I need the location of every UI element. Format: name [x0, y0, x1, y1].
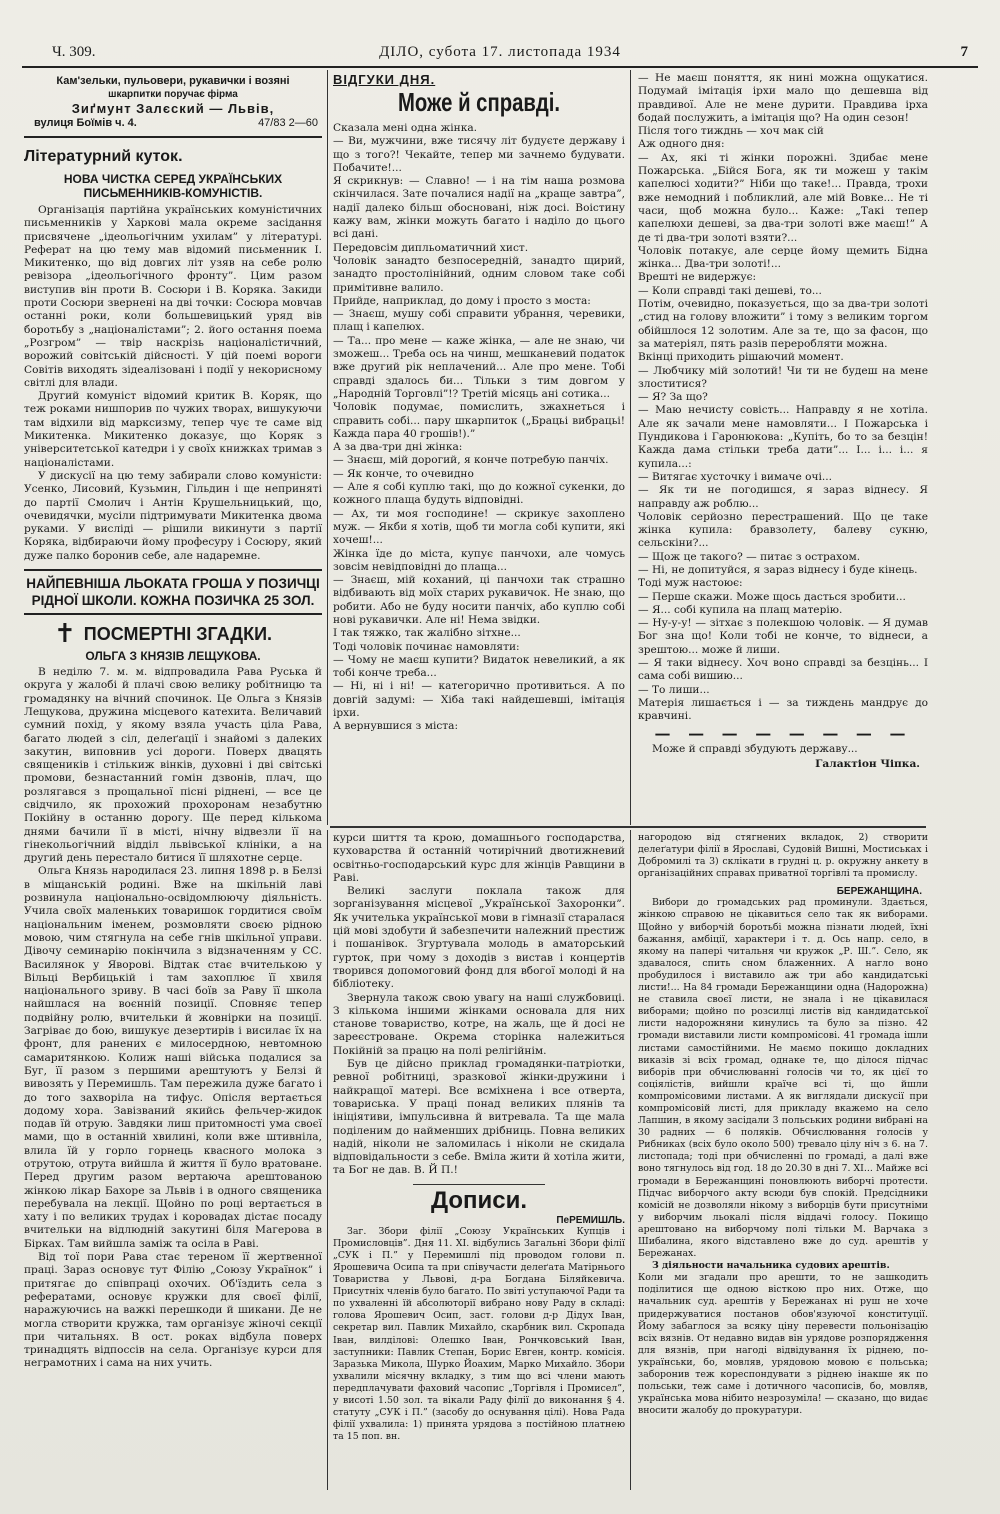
- obituary-continuation-2: Великі заслуги поклала також для зорганізування місцевої „Української Захоронки”. Як учителька української мови в гімназії старалася цій мові здобути й забезпечити належний престиж і пошанівок. Згуртувала молодь в аматорський гурток, при чому з доходів з вистав і концертів творився допомоговий фонд для вбогої молоді й на бібліотеку.: [333, 885, 625, 991]
- masthead-date: ДІЛО, субота 17. листопада 1934: [379, 44, 621, 60]
- column-left: [24, 70, 322, 1490]
- prison-report: Коли ми згадали про арешти, то не зашкодить поділитися ще одною вісткою про них. Отже, що начальник суд. арештів у Бережанах ні руш не хоче придержуватися постанов обов'язуючої конституції. Йому забаглося за всяку ціну перевести польонізацію всіх вязнів. От недавно видав він урядове розпорядження для вязнів, при нагоді відвідування їх ріднею, по-українськи, бо, мовляв, урядовою мовою є польська; заборонив теж кореспондувати з ріднею інакше як по польськи, теж саме і дотичного часописів, бо, мовляв, українська мова нібито незрозуміла! — сказано, що видає вносити жалобу до прокуратури.: [638, 1272, 928, 1417]
- ad-code: 47/83 2—60: [258, 117, 318, 129]
- obituary-paragraph-1: В неділю 7. м. м. відпровадила Рава Руська й округа у жалобі й плачі свою велику робітницю та громадянку на вічний спочинок. Це Ольга з Князів Лещукова, дружина місцевого катехита. Величавий сумний похід, у якому взяла участь ціла Рава, багато людей з сіл, делеґації і знайомі з далеких закутин, виповнив усі дороги. Поверх двацять священиків і стількиж вінків, духовні і дві світські промови, безнастанний гомін дзвонів, плач, що розлягався з прощальної пісні ріднені, — все це свідчило, як прохожий прохоронам незабутню Покійну в останню дорогу. Ще перед кількома днями бачили її в місті, нічну відвезли її на гінекольогічний відділ львівської клініки, а на другий день перестало битися її шляхотне серце.: [24, 666, 322, 865]
- column-middle-lower: [333, 832, 625, 1492]
- literary-paragraph-2: Другий комуніст відомий критик В. Коряк, що теж роками нишпорив по чужих творах, вишукуючи там відхили від марксизму, тепер чує те саме від Микитенка. Микитенко доказує, що Коряк з університетської катедри і у своїх книжках тримав з націоналістами.: [24, 390, 322, 469]
- literary-paragraph-1: Організація партійна українських комуністичних письменників у Харкові мала окреме засідання присвячене „ідеольогічним ухилам” у літературі. Реферат на цю тему мав відомий письменник І. Микитенко, що від довгих літ узяв на себе ролю ревізора „ідеольогічного фронту”. Цим разом виступив він проти В. Сосюри і В. Коряка. Закиди проти Сосюри звернені на дві точки: Сосюра мовчав останні роки, коли большевицький уряд вів боротьбу з „націоналістами”; 2. його остання поема „Розгром” — твір наскрізь націоналістичний, ворожий совітській дійсності. У цій поемі вороги Совітів виходять зідеалізовані і події у некорисному світлі для влади.: [24, 204, 322, 389]
- column-rule-4: [630, 830, 631, 1490]
- ad-line-3: Зиґмунт Залєский — Львів,: [71, 101, 275, 116]
- elections-report: Вибори до громадських рад проминули. Здається, жінкою справою не цікавиться село так як виборами. Щойно у виборчій боротьбі можна пізнати людей, їхні бажання, амбіції, характери і т. д. Ось напр. село, в якому на папері читальня чи кружок „Р. Ш.”. Село, як здавалося, спить сном блаженних. А нагло воно пробудилося і виставило аж три або кандидатські листи!... На 84 громади Бережанщини одна (Надорожна) не ставила своєї листи, не знала і не цікавилася виборами; щойно по розсилці листів від кандидатської листи надорожняни кинулись та було за пізно. 42 громади виставили листи компромісові. 41 громада ішли листами самостійними. Не маємо покищо докладних виказів зі всіх громад, однаке те, що ділося підчас виборів при обчислюванні голосів чи то, як цієї то соціялістів, вийшли країче всі ті, що йшли компромісовими листами. А як виглядали дискусії при компромісовій листі, для прикладу вкажемо на село Лапшин, в якому засідали 3 польських родини вибрані на 30 радних — 6 поляків. Обчислювання голосів у Рибниках (всіх було около 500) тревало цілу ніч з 6. на 7. листопада; тоді при обчисленні по громаді, а далі вже воно тягнулось від год. 18 до 20.30 в днi 7. XI... Майже всі громади в Бережанщині поновлюють виборчі протести. Підчас виборчого акту всюди був спокій. Предсідники комісій не дозволяли нікому з виборців бути присутніми у виборчим льокалі після віддачі голосу. Покищо арештовано на виборчому полі тільки М. Варчака з Шибалина, якого відставлено вже до суд. арештів у Бережанах.: [638, 897, 928, 1260]
- rule: [24, 569, 322, 571]
- vidguky-rubric: ВІДГУКИ ДНЯ.: [333, 72, 436, 87]
- column-rule-2: [630, 70, 631, 825]
- section-rule: [330, 826, 926, 828]
- obituary-continuation-3: Звернула також свою увагу на наші службовиці. З кількома іншими жінками основала для них станове товариство, котре, на жаль, ще й досі не зареєстроване. Окрема сторінка належиться Покійній за працю на полі релігійнім.: [333, 991, 625, 1057]
- column-right-upper: [638, 72, 928, 824]
- ad-line-4: вулиця Боїмів ч. 4.: [34, 117, 137, 129]
- rule: [413, 1184, 545, 1185]
- obituary-paragraph-3: Від тої пори Рава стає тереном її жертвенної праці. Зараз основує тут Філію „Союзу Українок” і притягає до співпраці охочих. Об'їздить села з рефератами, основує кружки для своєї філії, наражуючись на важкі перешкоди й шикани. Де не могла створити кружка, там організує жіночі секції при читальнях. В ост. роках відбула поверх тринадцять відпоссів на села. Організує курси для неграмотних і сама на них учить.: [24, 1251, 322, 1370]
- prison-subheading: З діяльности начальника судових арештів.: [652, 1260, 890, 1272]
- cross-icon: ✝: [54, 619, 76, 650]
- obituary-heading: [24, 619, 322, 649]
- dopysy-heading: Дописи.: [430, 1186, 528, 1214]
- ad-line-1: Кам'зельки, пульовери, рукавички і возяні: [56, 75, 290, 87]
- obituary-continuation-1: курси шиття та крою, домашнього господарства, куховарства й останній чотирічний двотижневий освітньо-господарський курс для жінців Равщини в Раві.: [333, 832, 625, 884]
- author-signature: Галактіон Чіпка.: [815, 757, 920, 770]
- dateline-peremyshl: ПеРЕМИШЛЬ.: [556, 1214, 625, 1226]
- peremyshl-report: Заг. Збори філії „Союзу Українських Купців і Промисловців”. Дня 11. XI. відбулись Загальні Збори філії „СУК і П.” у Перемишлі під проводом голови п. Ярошевича Осипа та при співучасти делеґата Матірнього Товариства у Львові, д-ра Богдана Біляйкевича. Присутніх членів було багато. По звіті уступаючої Ради та по ухваленні їй абсолюторії вибрано нову Раду в складі: голова Ярошевич Осип, заст. голови д-р Дідух Іван, секретар вил. Павлик Михайло, скарбник вил. Скропада Іван, вилділові: Олешко Іван, Рончковський Іван, заступники: Павлик Степан, Борис Евген, контр. комісія. Заразька Микола, Шурко Йоахим, Марко Михайло. Збори ухвалили місячну вкладку, з тим що всі члени мають передплачувати фаховий часопис „Торгівля і Промисел”, у висоті 1.50 зол. та вікали Раду філії до виконання § 4. статуту „СУК і П.” (засобу до оснування цілі). Нова Рада філії ухвалила: 1) принята урядова з постійною платнею та 15 поп. вн.: [333, 1225, 625, 1443]
- school-loan-banner: НАЙПЕВНІША ЛЬОКАТА ГРОША У ПОЗИЧЦІ РІДНОЇ ШКОЛИ. КОЖНА ПОЗИЧКА 25 ЗОЛ.: [26, 576, 320, 609]
- page-number: 7: [960, 44, 968, 60]
- vidguky-title: Може й справді.: [398, 87, 560, 117]
- obituary-continuation-4: Був це дійсно приклад громадянки-патріотки, ревної робітниці, зразкової жінки-дружини і найкращої матері. Все всміхнена і все отверта, товариська. У праці понад великих плянів та ініціятиви, імпульсивна й витревала. Та ще малa подiленим до найменших дрібниць. Повна великих надій, ніколи не заломилась і ніколи не скидала відповідальности з себе. Вміла жити й хотіла жити, та Бог не дав. В. Й П.!: [333, 1058, 625, 1177]
- peremyshl-report-continuation: нагородою від стягнених вкладок, 2) створити делеґатури філії в Ярославі, Судовій Вишні, Мостиськах і Добромилі та 3) склікати в грудні ц. р. окружну анкету в організаційних справах приватної торгівлі та промислу.: [638, 832, 928, 880]
- dateline-berezhanshchyna: БЕРЕЖАНЩИНА.: [836, 886, 922, 898]
- rule: [24, 613, 322, 615]
- vidguky-text: Сказала мені одна жінка. — Ви, мужчини, вже тисячу літ будуєте державу і що з того?! Чекайте, тепер ми зачнемо будувати. Побачите!... Я скрикнув: — Славно! — і на тім наша розмова скінчилася. Зате почалися надії на „краще завтра”, надії далеко більш обосновані, ніж досі. Воістину кажу вам, жінки можуть багато і наділо до цього всі дані. Передовсім дипльоматичний хист. Чоловік занадто безпосередній, занадто щирий, занадто простолінійний, одним словом таке собі примітивне валило. Прийде, наприклад, до дому і просто з моста: — Знаєш, мушу собі справити убрання, черевики, плащ і капелюх. — Та... про мене — каже жінка, — але не знаю, чи зможеш... Треба ось на чинш, мешканевий податок вже другий рік неплачений... Але про мене. Тобі справді здалось би... Тільки з тим довгом у „Народній Торговлі”!? Третій місяць ані сотика... Чоловік подумає, помислить, зжахнеться і справить собі... пару шкарпиток („Брацьі вибрацьі! Кажда пара 40 грошів!).” А за два-три дні жінка: — Знаєш, мій дорогий, я конче потребую панчіх. — Як конче, то очевидно — Але я собі куплю такі, що до кожної сукенки, до кожного плаща будуть відповідні. — Ах, ти моя господине! — скрикує захоплено муж. — Якби я хотів, щоб ти могла собі купити, які хочеш!... Жінка їде до міста, купує панчохи, але чомусь зовсім невідповідні до плаща... — Знаєш, мій коханий, ці панчохи так страшно відбивають від моїх старих рукавичок. Не знаю, що робити. Або не буду носити панчіх, або куплю собі нові рукавички. Але ні! Нема звідки. І так тяжко, так жалібно зітхне... Тоді чоловік починає намовляти: — Чому не маєш купити? Видаток невеликий, а як тобі конче треба... — Ні, ні і ні! — категорично противиться. А по довгій задумі: — Хіба такі найдешевші, імітація ірхи. А вернувшися з міста:: [333, 122, 625, 733]
- rule: [24, 136, 322, 138]
- advertisement: [24, 70, 322, 130]
- column-rule-1: [327, 70, 328, 825]
- running-header: [22, 44, 978, 68]
- obituary-name: ОЛЬГА З КНЯЗІВ ЛЕЩУКОВА.: [85, 649, 261, 664]
- literary-corner-heading: Літературний куток.: [24, 148, 183, 165]
- issue-number: Ч. 309.: [52, 44, 96, 60]
- literary-article-title: НОВА ЧИСТКА СЕРЕД УКРАЇНСЬКИХ ПИСЬМЕННИКІВ-КОМУНІСТІВ.: [63, 172, 283, 200]
- vidguky-continuation: — Не маєш поняття, як нині можна ощукатися. Подумай імітація ірхи мало що дешевша від правдивої. Але не мене дурити. Правдива ірха бодай послужить, а імітація що? На один сезон! Після того тижднь — хоч мак сій Аж одного дня: — Ах, які ті жінки порожні. Здибає мене Пожарська. „Бійся Бога, як ти можеш у такім капелюсі ходити?” Ніби що таке!... Правда, трохи вже немодний і побликлий, але мій Вовке... Не ті часи, щоб можна було... Каже: „Такі тепер капелюхи дешеві, за два-три золоті вже маєш!” А де ті два-три золоті взяти?... Чоловік потакує, але серце йому щемить Бідна жінка... Два-три золоті!... Врешті не видержує: — Коли справді такі дешеві, то... Потім, очевидно, показується, що за два-три золоті „стид на голову вложити” і тому з великим торгом обійшлося 12 золотим. Але за те, що за фасон, що за матеріял, пять разів переробляти можна. Вкінці приходить рішаючий момент. — Любчику мій золотий! Чи ти не будеш на мене злоститися? — Я? За що? — Маю нечисту совість... Направду я не хотіла. Але як зачали мене намовляти... І Пожарська і Пундикова і Гаронюкова: „Купіть, бо то за безцін! Кажда дама стільки треба дати”... І... і... і... я купила...: — Витягає хусточку і вимаче очі... — Як ти не погодишся, я зараз віднесу. Я направду аж роблю... Чоловік серйозно перестрашений. Що це таке жінка купила: бравзолету, балеву сукню, сельскіни?... — Щож це такого? — питає з острахом. — Ні, не допитуйся, я зараз віднесу і буде кінець. Тоді муж настоює: — Перше скажи. Може щось дасться зробити... — Я... собі купила на плащ матерію. — Ну-у-у! — зітхає з полекшою чоловік. — Я думав Бог зна що! Коли тобі не конче, то віднеси, а зрештою... може й лиши. — Я таки віднесу. Хоч воно справді за безцінь... І сама собі вишию... — То лиши... Матерія лишається і — за тиждень мандрує до кравчині.: [638, 72, 928, 723]
- vidguky-closing: Може й справді збудують державу...: [652, 742, 858, 755]
- literary-paragraph-3: У дискусії на цю тему забирали слово комуністи: Усенко, Лисовий, Кузьмин, Гільдин і ще непринятi до партії Смолич і Антін Крушельницький, що, очевидячки, мусіли підтримувати Микитенка двома руками. У висліді — рішили викинути з партії Коряка, відбираючи йому професуру і Сосюру, який дуже палко боронив себе, але надаремне.: [24, 469, 322, 562]
- ad-line-2: шкарпитки поручає фірма: [108, 89, 238, 100]
- separator-dashes: — — — — — — — —: [654, 723, 912, 743]
- obituary-paragraph-2: Ольга Князь народилася 23. липня 1898 р. в Белзі в міщанській родині. Вже на шкільній лаві розвинула національно-освідомлюючу діяльність. Учила своїх маленьких товаришок гордитися своїм національним іменем, розмовляти своєю рідною мовою, чим стягнула на себе гнів шкільної управи. Дівочу семинарію покінчила з відзначенням у СС. Василянок у Яворові. Відтак стає вчителькою у Вільці Вербицькій і там захоплює її хвиля національного зриву. В часі боїв за Раву її школа найшлася на воєнній позиції. Сповняє тепер подвійну ролю, вчительки й жовнірки на позиції. Загріває до бою, вишукує дезертирів і висилає їх на фронт, для ранених є милосердною, невтомною самаритянкою. Колиж наші війська подалися за Буг, її разом з першими арештуютъ у Белзі й вивозять у Перемишль. Там пережила дуже багато і до того захворіла на тифус. Опісля вертається додому хора. Завізваний якийсь фельчер-жидок подав їй отрую. Завдяки лиш притомності ума своєї мами, що в останній хвилині, коли вже штивніла, влила їй у горло горнець квасного молока з отрутою, отрута вийшла й життя її було вратоване. Перед другим разом вертаюча арештованою жінкою лікар Бахоре за Львів і в одного священика перебувала на лекції. Щойно по році вертається в хату і по великих трудах і коровадах дістає посаду вчительки на відлюдній закутині біля Магерова в Бірках. Там вийшла заміж та осіла в Раві.: [24, 865, 322, 1250]
- column-right-lower: [638, 832, 928, 1492]
- column-rule-3: [327, 830, 328, 1490]
- column-middle-upper: [333, 72, 625, 824]
- obituary-title: ПОСМЕРТНІ ЗГАДКИ.: [83, 623, 273, 644]
